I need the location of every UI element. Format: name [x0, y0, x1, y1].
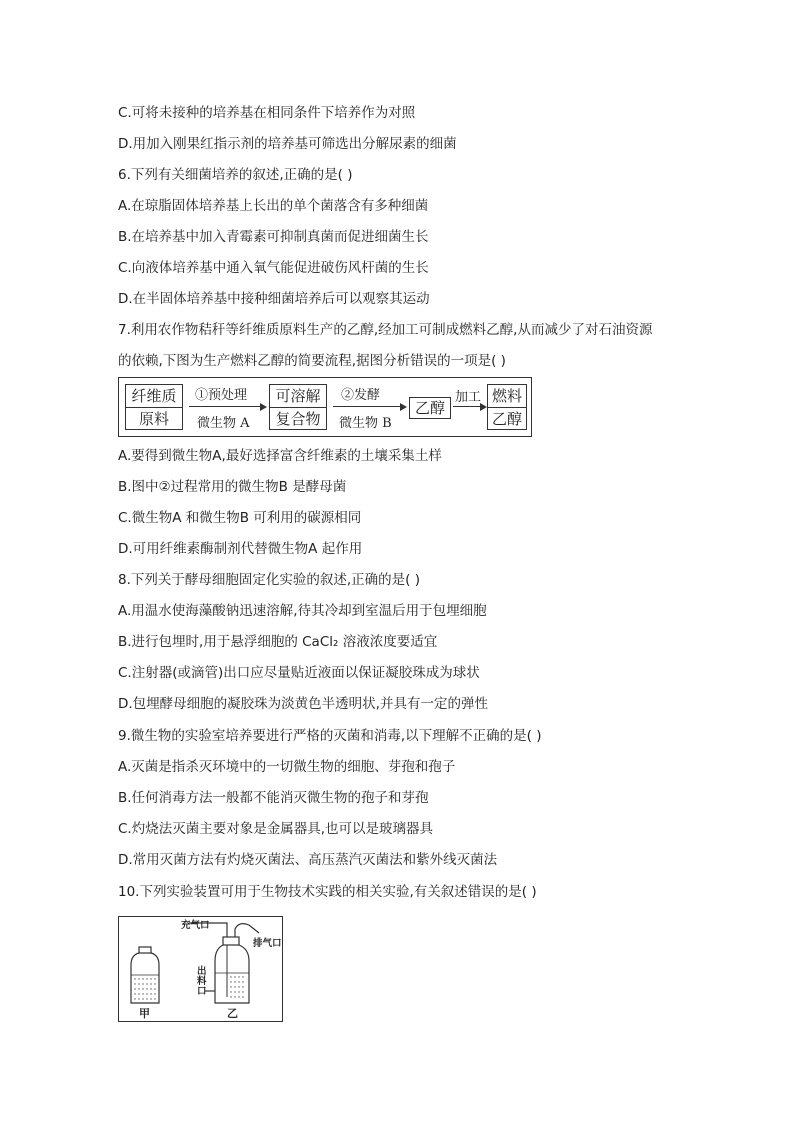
option-d: D.包埋酵母细胞的凝胶珠为淡黄色半透明状,并具有一定的弹性 [118, 696, 488, 712]
discharge-label: 出 料 口 [197, 966, 207, 997]
option-d: D.常用灭菌方法有灼烧灭菌法、高压蒸汽灭菌法和紫外线灭菌法 [118, 852, 498, 868]
text-line: C.可将未接种的培养基在相同条件下培养作为对照 [118, 105, 416, 121]
question-7: 7.利用农作物秸秆等纤维质原料生产的乙醇,经加工可制成燃料乙醇,从而减少了对石油资源 [118, 322, 653, 338]
arrow-icon [333, 406, 405, 407]
option-b: B.任何消毒方法一般都不能消灭微生物的孢子和芽孢 [118, 790, 429, 806]
question-6: 6.下列有关细菌培养的叙述,正确的是( ) [118, 167, 353, 183]
box-ethanol [409, 397, 451, 419]
option-c: C.微生物A 和微生物B 可利用的碳源相同 [118, 510, 362, 526]
box-label: 纤维质 [131, 387, 177, 405]
step3-label: 加工 [455, 390, 482, 405]
box-label: 原料 [126, 407, 182, 430]
arrow-icon [189, 406, 265, 407]
question-10: 10.下列实验装置可用于生物技术实践的相关实验,有关叙述错误的是( ) [118, 884, 537, 900]
option-a: A.在琼脂固体培养基上长出的单个菌落含有多种细菌 [118, 198, 429, 214]
option-b: B.在培养基中加入青霉素可抑制真菌而促进细菌生长 [118, 229, 429, 245]
outlet-label: 排气口 [253, 938, 282, 949]
box-fuel-ethanol [487, 384, 527, 430]
option-c: C.灼烧法灭菌主要对象是金属器具,也可以是玻璃器具 [118, 821, 434, 837]
box-label: 乙醇 [488, 407, 526, 430]
step2-label: ②发酵 [341, 388, 381, 403]
box-label: 乙醇 [414, 399, 445, 417]
step1-label: ①预处理 [195, 388, 248, 403]
question-8: 8.下列关于酵母细胞固定化实验的叙述,正确的是( ) [118, 572, 420, 588]
option-a: A.要得到微生物A,最好选择富含纤维素的土壤采集土样 [118, 448, 442, 464]
text-line: D.用加入刚果红指示剂的培养基可筛选出分解尿素的细菌 [118, 136, 457, 152]
step2-microbe: 微生物 B [339, 416, 392, 431]
option-c: C.向液体培养基中通入氧气能促进破伤风杆菌的生长 [118, 260, 429, 276]
box-label: 可溶解 [275, 387, 321, 405]
bottle-a-icon [131, 947, 159, 1003]
option-a: A.灭菌是指杀灭环境中的一切微生物的细胞、芽孢和孢子 [118, 759, 456, 775]
box-raw-material [125, 384, 183, 430]
label-yi: 乙 [227, 1007, 238, 1020]
label-jia: 甲 [139, 1007, 150, 1020]
option-c: C.注射器(或滴管)出口应尽量贴近液面以保证凝胶珠成为球状 [118, 665, 480, 681]
inlet-label: 充气口 [181, 920, 210, 931]
question-9: 9.微生物的实验室培养要进行严格的灭菌和消毒,以下理解不正确的是( ) [118, 728, 542, 744]
option-b: B.图中②过程常用的微生物B 是酵母菌 [118, 479, 347, 495]
box-label: 复合物 [270, 407, 326, 430]
arrow-icon [453, 406, 485, 407]
step1-microbe: 微生物 A [197, 416, 250, 431]
process-flow-diagram [118, 377, 532, 437]
option-b: B.进行包埋时,用于悬浮细胞的 CaCl₂ 溶液浓度要适宜 [118, 634, 438, 650]
apparatus-diagram [118, 916, 283, 1022]
box-soluble-complex [269, 384, 327, 430]
option-d: D.可用纤维素酶制剂代替微生物A 起作用 [118, 541, 363, 557]
option-d: D.在半固体培养基中接种细菌培养后可以观察其运动 [118, 291, 430, 307]
box-label: 燃料 [491, 387, 522, 405]
option-a: A.用温水使海藻酸钠迅速溶解,待其冷却到室温后用于包埋细胞 [118, 603, 487, 619]
question-7-cont: 的依赖,下图为生产燃料乙醇的简要流程,据图分析错误的一项是( ) [118, 353, 506, 369]
